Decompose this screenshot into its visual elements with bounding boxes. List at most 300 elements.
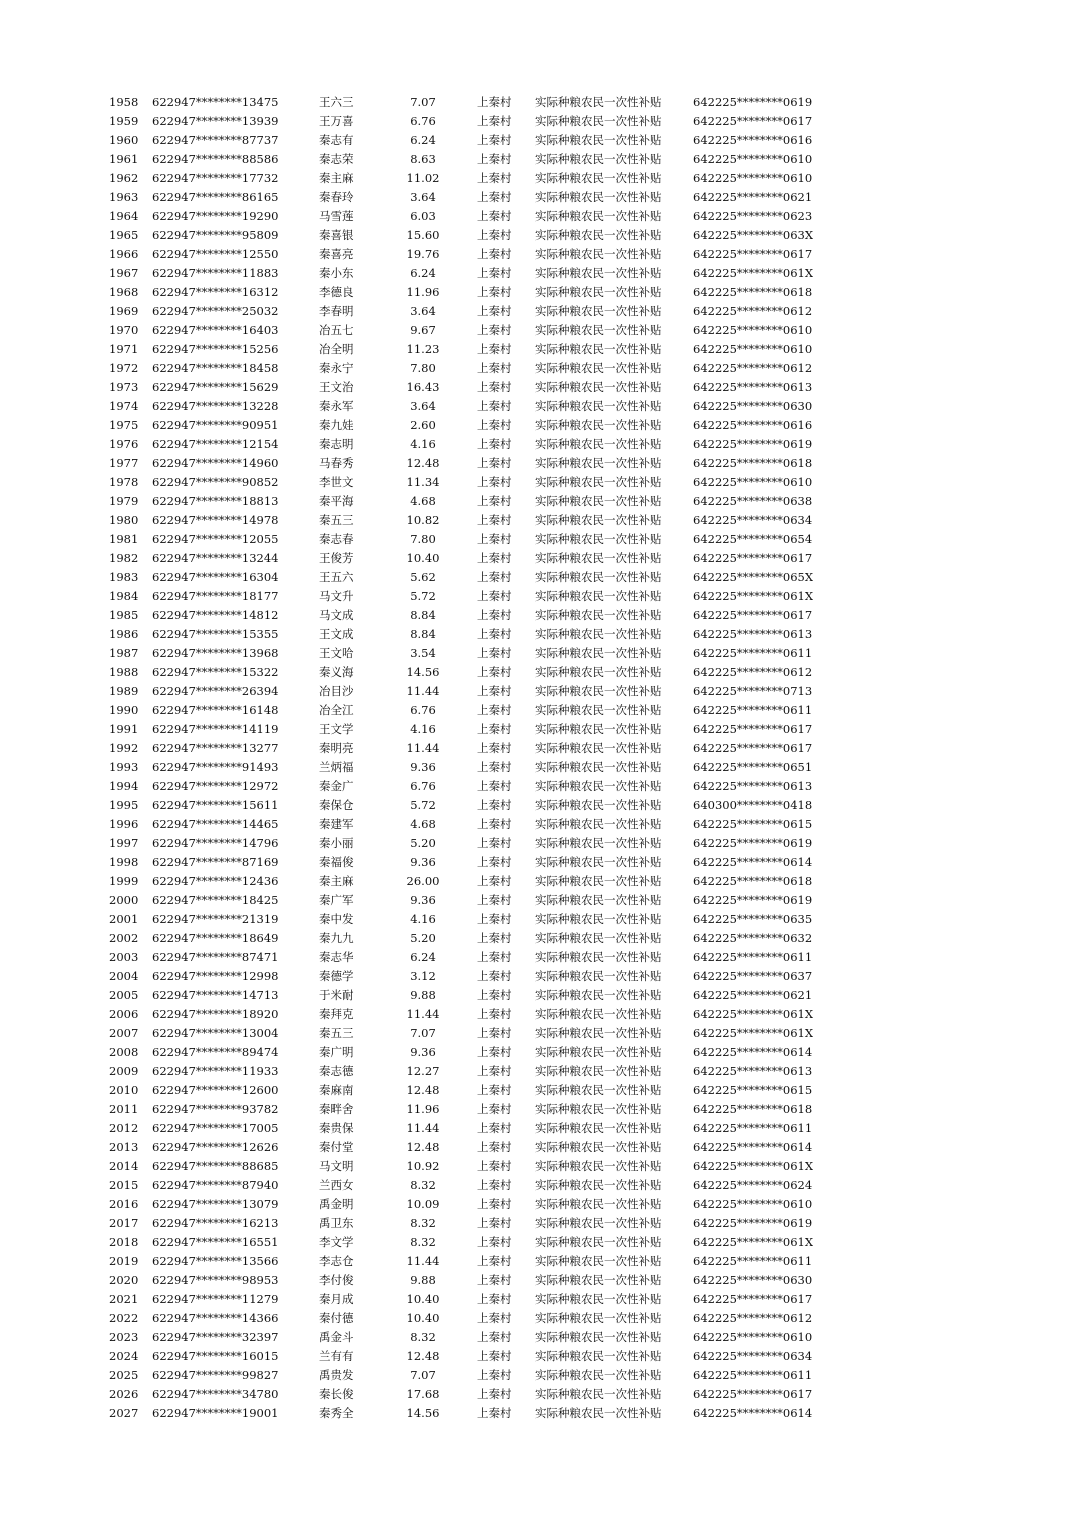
recipient-name: 秦建军 — [319, 817, 354, 831]
table-row — [0, 777, 1074, 796]
table-row — [0, 302, 1074, 321]
recipient-name: 秦永宁 — [319, 361, 354, 375]
table-row — [0, 986, 1074, 1005]
table-row — [0, 435, 1074, 454]
table-row — [0, 340, 1074, 359]
id-number: 642225********0634 — [693, 1349, 813, 1363]
recipient-name: 秦广明 — [319, 1045, 354, 1059]
id-number: 642225********0614 — [693, 1140, 813, 1154]
bank-card-number: 622947********12436 — [152, 874, 279, 888]
bank-card-number: 622947********12972 — [152, 779, 279, 793]
subsidy-type: 实际种粮农民一次性补贴 — [535, 1235, 662, 1249]
id-number: 642225********0616 — [693, 133, 813, 147]
recipient-name: 秦德学 — [319, 969, 354, 983]
bank-card-number: 622947********11883 — [152, 266, 279, 280]
bank-card-number: 622947********16148 — [152, 703, 279, 717]
subsidy-type: 实际种粮农民一次性补贴 — [535, 1064, 662, 1078]
subsidy-amount: 6.24 — [410, 266, 436, 280]
bank-card-number: 622947********12998 — [152, 969, 279, 983]
row-number: 1981 — [109, 532, 139, 546]
subsidy-amount: 6.76 — [410, 779, 436, 793]
village-name: 上秦村 — [477, 1216, 512, 1230]
village-name: 上秦村 — [477, 1121, 512, 1135]
subsidy-type: 实际种粮农民一次性补贴 — [535, 114, 662, 128]
row-number: 2007 — [109, 1026, 139, 1040]
subsidy-amount: 11.44 — [406, 1121, 440, 1135]
bank-card-number: 622947********13475 — [152, 95, 279, 109]
bank-card-number: 622947********87940 — [152, 1178, 279, 1192]
id-number: 642225********0614 — [693, 1045, 813, 1059]
bank-card-number: 622947********32397 — [152, 1330, 279, 1344]
row-number: 1969 — [109, 304, 139, 318]
recipient-name: 秦喜银 — [319, 228, 354, 242]
bank-card-number: 622947********93782 — [152, 1102, 279, 1116]
recipient-name: 马春秀 — [319, 456, 354, 470]
village-name: 上秦村 — [477, 608, 512, 622]
subsidy-type: 实际种粮农民一次性补贴 — [535, 152, 662, 166]
row-number: 1977 — [109, 456, 139, 470]
bank-card-number: 622947********88685 — [152, 1159, 279, 1173]
table-row — [0, 359, 1074, 378]
table-row — [0, 1157, 1074, 1176]
row-number: 1979 — [109, 494, 139, 508]
subsidy-type: 实际种粮农民一次性补贴 — [535, 969, 662, 983]
id-number: 642225********0619 — [693, 1216, 813, 1230]
recipient-name: 王文治 — [319, 380, 354, 394]
row-number: 2011 — [109, 1102, 139, 1116]
village-name: 上秦村 — [477, 342, 512, 356]
table-row — [0, 701, 1074, 720]
row-number: 1964 — [109, 209, 139, 223]
table-row — [0, 967, 1074, 986]
recipient-name: 禹卫东 — [319, 1216, 354, 1230]
id-number: 642225********0654 — [693, 532, 813, 546]
bank-card-number: 622947********14978 — [152, 513, 279, 527]
id-number: 642225********0618 — [693, 1102, 813, 1116]
subsidy-type: 实际种粮农民一次性补贴 — [535, 1311, 662, 1325]
row-number: 1983 — [109, 570, 139, 584]
recipient-name: 秦小丽 — [319, 836, 354, 850]
subsidy-amount: 10.40 — [406, 1311, 440, 1325]
village-name: 上秦村 — [477, 532, 512, 546]
row-number: 1992 — [109, 741, 139, 755]
subsidy-amount: 11.44 — [406, 1007, 440, 1021]
village-name: 上秦村 — [477, 855, 512, 869]
recipient-name: 秦拜克 — [319, 1007, 354, 1021]
village-name: 上秦村 — [477, 589, 512, 603]
village-name: 上秦村 — [477, 988, 512, 1002]
subsidy-amount: 10.92 — [406, 1159, 440, 1173]
recipient-name: 秦付德 — [319, 1311, 354, 1325]
row-number: 1987 — [109, 646, 139, 660]
subsidy-amount: 11.44 — [406, 1254, 440, 1268]
recipient-name: 李春明 — [319, 304, 354, 318]
row-number: 2014 — [109, 1159, 139, 1173]
village-name: 上秦村 — [477, 722, 512, 736]
table-row — [0, 1119, 1074, 1138]
village-name: 上秦村 — [477, 741, 512, 755]
table-row — [0, 93, 1074, 112]
id-number: 642225********0610 — [693, 323, 813, 337]
subsidy-amount: 8.63 — [410, 152, 436, 166]
village-name: 上秦村 — [477, 1064, 512, 1078]
subsidy-amount: 12.27 — [406, 1064, 440, 1078]
row-number: 2018 — [109, 1235, 139, 1249]
row-number: 1959 — [109, 114, 139, 128]
recipient-name: 秦畔舍 — [319, 1102, 354, 1116]
subsidy-type: 实际种粮农民一次性补贴 — [535, 190, 662, 204]
village-name: 上秦村 — [477, 1330, 512, 1344]
id-number: 642225********0615 — [693, 1083, 813, 1097]
village-name: 上秦村 — [477, 1007, 512, 1021]
id-number: 642225********0713 — [693, 684, 813, 698]
recipient-name: 李世文 — [319, 475, 354, 489]
bank-card-number: 622947********14119 — [152, 722, 279, 736]
subsidy-type: 实际种粮农民一次性补贴 — [535, 798, 662, 812]
recipient-name: 秦九九 — [319, 931, 354, 945]
subsidy-amount: 3.64 — [410, 190, 436, 204]
row-number: 1975 — [109, 418, 139, 432]
table-row — [0, 1043, 1074, 1062]
recipient-name: 禹贵发 — [319, 1368, 354, 1382]
subsidy-type: 实际种粮农民一次性补贴 — [535, 1007, 662, 1021]
row-number: 1963 — [109, 190, 139, 204]
subsidy-type: 实际种粮农民一次性补贴 — [535, 285, 662, 299]
village-name: 上秦村 — [477, 285, 512, 299]
table-row — [0, 112, 1074, 131]
bank-card-number: 622947********14366 — [152, 1311, 279, 1325]
id-number: 642225********0630 — [693, 1273, 813, 1287]
recipient-name: 马文明 — [319, 1159, 354, 1173]
bank-card-number: 622947********88586 — [152, 152, 279, 166]
row-number: 2005 — [109, 988, 139, 1002]
village-name: 上秦村 — [477, 1235, 512, 1249]
subsidy-amount: 7.07 — [410, 1026, 436, 1040]
table-row — [0, 1252, 1074, 1271]
subsidy-amount: 9.36 — [410, 893, 436, 907]
subsidy-amount: 14.56 — [406, 1406, 440, 1420]
row-number: 1967 — [109, 266, 139, 280]
table-row — [0, 549, 1074, 568]
bank-card-number: 622947********26394 — [152, 684, 279, 698]
recipient-name: 秦贵保 — [319, 1121, 354, 1135]
recipient-name: 秦喜亮 — [319, 247, 354, 261]
id-number: 642225********061X — [693, 1026, 814, 1040]
table-row — [0, 397, 1074, 416]
table-row — [0, 1328, 1074, 1347]
subsidy-type: 实际种粮农民一次性补贴 — [535, 475, 662, 489]
recipient-name: 李文学 — [319, 1235, 354, 1249]
table-row — [0, 872, 1074, 891]
id-number: 642225********0611 — [693, 703, 813, 717]
subsidy-type: 实际种粮农民一次性补贴 — [535, 1368, 662, 1382]
bank-card-number: 622947********15256 — [152, 342, 279, 356]
bank-card-number: 622947********91493 — [152, 760, 279, 774]
row-number: 1961 — [109, 152, 139, 166]
id-number: 640300********0418 — [693, 798, 813, 812]
bank-card-number: 622947********14713 — [152, 988, 279, 1002]
subsidy-type: 实际种粮农民一次性补贴 — [535, 361, 662, 375]
village-name: 上秦村 — [477, 874, 512, 888]
table-row — [0, 169, 1074, 188]
table-row — [0, 910, 1074, 929]
village-name: 上秦村 — [477, 361, 512, 375]
bank-card-number: 622947********15629 — [152, 380, 279, 394]
subsidy-amount: 8.32 — [410, 1235, 436, 1249]
id-number: 642225********0610 — [693, 171, 813, 185]
bank-card-number: 622947********99827 — [152, 1368, 279, 1382]
bank-card-number: 622947********12626 — [152, 1140, 279, 1154]
village-name: 上秦村 — [477, 513, 512, 527]
id-number: 642225********0634 — [693, 513, 813, 527]
table-row — [0, 1081, 1074, 1100]
table-row — [0, 283, 1074, 302]
subsidy-amount: 6.24 — [410, 950, 436, 964]
recipient-name: 秦永军 — [319, 399, 354, 413]
table-row — [0, 1271, 1074, 1290]
village-name: 上秦村 — [477, 684, 512, 698]
subsidy-type: 实际种粮农民一次性补贴 — [535, 950, 662, 964]
table-row — [0, 1347, 1074, 1366]
bank-card-number: 622947********21319 — [152, 912, 279, 926]
subsidy-type: 实际种粮农民一次性补贴 — [535, 437, 662, 451]
subsidy-type: 实际种粮农民一次性补贴 — [535, 741, 662, 755]
recipient-name: 马文成 — [319, 608, 354, 622]
subsidy-type: 实际种粮农民一次性补贴 — [535, 1292, 662, 1306]
row-number: 1965 — [109, 228, 139, 242]
id-number: 642225********0632 — [693, 931, 813, 945]
subsidy-amount: 17.68 — [406, 1387, 440, 1401]
subsidy-amount: 5.72 — [410, 589, 436, 603]
bank-card-number: 622947********16312 — [152, 285, 279, 299]
id-number: 642225********0611 — [693, 1368, 813, 1382]
bank-card-number: 622947********12154 — [152, 437, 279, 451]
subsidy-amount: 8.32 — [410, 1216, 436, 1230]
table-row — [0, 511, 1074, 530]
village-name: 上秦村 — [477, 1406, 512, 1420]
row-number: 2027 — [109, 1406, 139, 1420]
id-number: 642225********0611 — [693, 1121, 813, 1135]
recipient-name: 禹金斗 — [319, 1330, 354, 1344]
subsidy-type: 实际种粮农民一次性补贴 — [535, 646, 662, 660]
row-number: 2013 — [109, 1140, 139, 1154]
subsidy-type: 实际种粮农民一次性补贴 — [535, 703, 662, 717]
recipient-name: 王俊芳 — [319, 551, 354, 565]
subsidy-type: 实际种粮农民一次性补贴 — [535, 1406, 662, 1420]
subsidy-type: 实际种粮农民一次性补贴 — [535, 342, 662, 356]
bank-card-number: 622947********87169 — [152, 855, 279, 869]
table-row — [0, 530, 1074, 549]
row-number: 1998 — [109, 855, 139, 869]
table-row — [0, 891, 1074, 910]
table-row — [0, 568, 1074, 587]
village-name: 上秦村 — [477, 380, 512, 394]
village-name: 上秦村 — [477, 1102, 512, 1116]
row-number: 2026 — [109, 1387, 139, 1401]
row-number: 2003 — [109, 950, 139, 964]
id-number: 642225********0610 — [693, 1197, 813, 1211]
id-number: 642225********0613 — [693, 627, 813, 641]
id-number: 642225********061X — [693, 1007, 814, 1021]
recipient-name: 秦五三 — [319, 513, 354, 527]
id-number: 642225********061X — [693, 1159, 814, 1173]
table-row — [0, 226, 1074, 245]
recipient-name: 冶目沙 — [319, 684, 354, 698]
id-number: 642225********0610 — [693, 342, 813, 356]
id-number: 642225********061X — [693, 1235, 814, 1249]
table-row — [0, 815, 1074, 834]
subsidy-amount: 12.48 — [406, 456, 440, 470]
id-number: 642225********0612 — [693, 361, 813, 375]
subsidy-type: 实际种粮农民一次性补贴 — [535, 1178, 662, 1192]
row-number: 2006 — [109, 1007, 139, 1021]
village-name: 上秦村 — [477, 760, 512, 774]
village-name: 上秦村 — [477, 1273, 512, 1287]
subsidy-type: 实际种粮农民一次性补贴 — [535, 266, 662, 280]
village-name: 上秦村 — [477, 418, 512, 432]
id-number: 642225********0619 — [693, 836, 813, 850]
table-row — [0, 606, 1074, 625]
recipient-name: 秦麻南 — [319, 1083, 354, 1097]
id-number: 642225********0617 — [693, 1292, 813, 1306]
subsidy-amount: 12.48 — [406, 1140, 440, 1154]
table-row — [0, 1290, 1074, 1309]
id-number: 642225********0651 — [693, 760, 813, 774]
table-row — [0, 853, 1074, 872]
subsidy-type: 实际种粮农民一次性补贴 — [535, 304, 662, 318]
recipient-name: 秦中发 — [319, 912, 354, 926]
subsidy-type: 实际种粮农民一次性补贴 — [535, 532, 662, 546]
subsidy-amount: 5.20 — [410, 931, 436, 945]
recipient-name: 秦保仓 — [319, 798, 354, 812]
row-number: 1993 — [109, 760, 139, 774]
table-row — [0, 245, 1074, 264]
recipient-name: 兰炳福 — [319, 760, 354, 774]
subsidy-type: 实际种粮农民一次性补贴 — [535, 1045, 662, 1059]
village-name: 上秦村 — [477, 95, 512, 109]
id-number: 642225********0621 — [693, 190, 813, 204]
village-name: 上秦村 — [477, 399, 512, 413]
subsidy-type: 实际种粮农民一次性补贴 — [535, 570, 662, 584]
village-name: 上秦村 — [477, 931, 512, 945]
recipient-name: 秦付堂 — [319, 1140, 354, 1154]
recipient-name: 秦志华 — [319, 950, 354, 964]
id-number: 642225********0617 — [693, 247, 813, 261]
bank-card-number: 622947********12550 — [152, 247, 279, 261]
village-name: 上秦村 — [477, 247, 512, 261]
village-name: 上秦村 — [477, 171, 512, 185]
bank-card-number: 622947********16304 — [152, 570, 279, 584]
village-name: 上秦村 — [477, 437, 512, 451]
recipient-name: 秦主麻 — [319, 874, 354, 888]
village-name: 上秦村 — [477, 152, 512, 166]
village-name: 上秦村 — [477, 798, 512, 812]
row-number: 1999 — [109, 874, 139, 888]
table-row — [0, 644, 1074, 663]
recipient-name: 秦广军 — [319, 893, 354, 907]
bank-card-number: 622947********18649 — [152, 931, 279, 945]
village-name: 上秦村 — [477, 114, 512, 128]
table-row — [0, 492, 1074, 511]
recipient-name: 秦小东 — [319, 266, 354, 280]
table-row — [0, 929, 1074, 948]
id-number: 642225********0637 — [693, 969, 813, 983]
village-name: 上秦村 — [477, 1349, 512, 1363]
village-name: 上秦村 — [477, 1083, 512, 1097]
table-row — [0, 1176, 1074, 1195]
subsidy-type: 实际种粮农民一次性补贴 — [535, 513, 662, 527]
village-name: 上秦村 — [477, 1197, 512, 1211]
subsidy-amount: 10.40 — [406, 551, 440, 565]
subsidy-table — [0, 93, 1074, 1423]
village-name: 上秦村 — [477, 1178, 512, 1192]
subsidy-amount: 11.34 — [406, 475, 440, 489]
bank-card-number: 622947********13968 — [152, 646, 279, 660]
village-name: 上秦村 — [477, 304, 512, 318]
table-row — [0, 1138, 1074, 1157]
id-number: 642225********065X — [693, 570, 814, 584]
table-row — [0, 131, 1074, 150]
id-number: 642225********0611 — [693, 950, 813, 964]
row-number: 2024 — [109, 1349, 139, 1363]
bank-card-number: 622947********16213 — [152, 1216, 279, 1230]
table-row — [0, 1385, 1074, 1404]
subsidy-type: 实际种粮农民一次性补贴 — [535, 1083, 662, 1097]
recipient-name: 秦志有 — [319, 133, 354, 147]
table-row — [0, 1233, 1074, 1252]
subsidy-type: 实际种粮农民一次性补贴 — [535, 1349, 662, 1363]
subsidy-type: 实际种粮农民一次性补贴 — [535, 1273, 662, 1287]
recipient-name: 马雪莲 — [319, 209, 354, 223]
bank-card-number: 622947********16015 — [152, 1349, 279, 1363]
subsidy-amount: 10.09 — [406, 1197, 440, 1211]
subsidy-type: 实际种粮农民一次性补贴 — [535, 399, 662, 413]
row-number: 2010 — [109, 1083, 139, 1097]
recipient-name: 秦义海 — [319, 665, 354, 679]
id-number: 642225********0619 — [693, 893, 813, 907]
subsidy-type: 实际种粮农民一次性补贴 — [535, 931, 662, 945]
id-number: 642225********0611 — [693, 1254, 813, 1268]
village-name: 上秦村 — [477, 1387, 512, 1401]
recipient-name: 马文升 — [319, 589, 354, 603]
subsidy-type: 实际种粮农民一次性补贴 — [535, 456, 662, 470]
table-row — [0, 1309, 1074, 1328]
row-number: 1994 — [109, 779, 139, 793]
table-row — [0, 188, 1074, 207]
village-name: 上秦村 — [477, 228, 512, 242]
recipient-name: 李志仓 — [319, 1254, 354, 1268]
row-number: 1966 — [109, 247, 139, 261]
bank-card-number: 622947********19001 — [152, 1406, 279, 1420]
village-name: 上秦村 — [477, 893, 512, 907]
bank-card-number: 622947********14960 — [152, 456, 279, 470]
id-number: 642225********0618 — [693, 456, 813, 470]
village-name: 上秦村 — [477, 779, 512, 793]
row-number: 2023 — [109, 1330, 139, 1344]
village-name: 上秦村 — [477, 266, 512, 280]
row-number: 2004 — [109, 969, 139, 983]
table-row — [0, 720, 1074, 739]
village-name: 上秦村 — [477, 323, 512, 337]
row-number: 1985 — [109, 608, 139, 622]
subsidy-type: 实际种粮农民一次性补贴 — [535, 722, 662, 736]
bank-card-number: 622947********13004 — [152, 1026, 279, 1040]
bank-card-number: 622947********16403 — [152, 323, 279, 337]
recipient-name: 秦月成 — [319, 1292, 354, 1306]
bank-card-number: 622947********87737 — [152, 133, 279, 147]
recipient-name: 秦平海 — [319, 494, 354, 508]
bank-card-number: 622947********15322 — [152, 665, 279, 679]
